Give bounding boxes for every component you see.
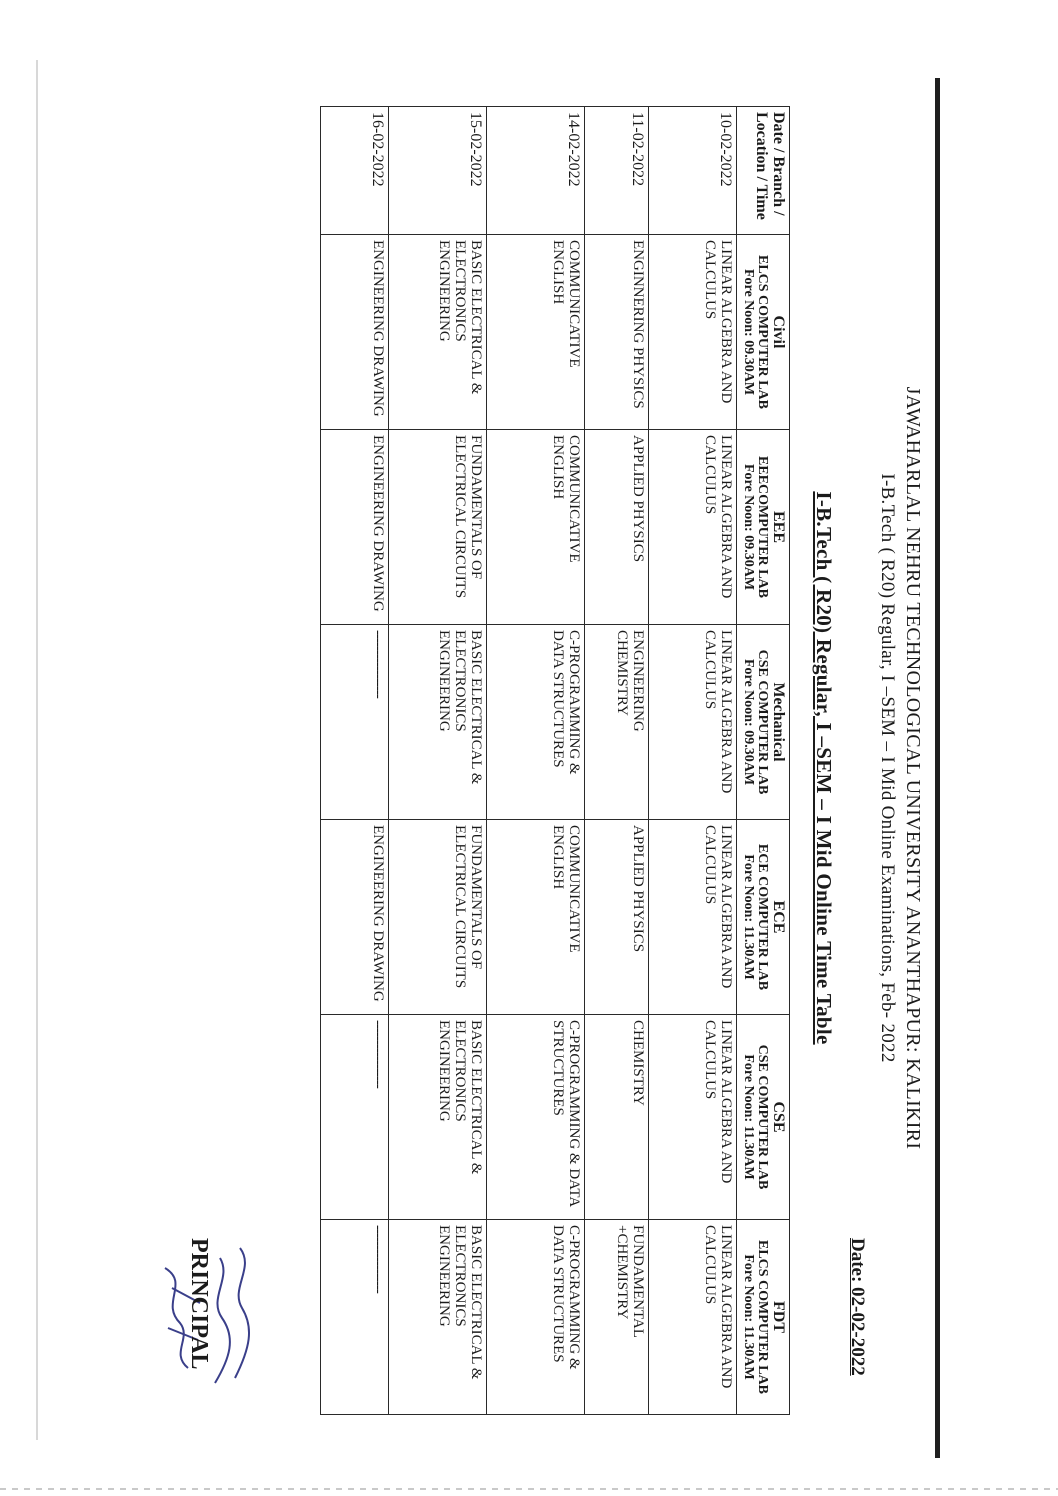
- branch-lab: EEECOMPUTER LAB: [755, 456, 771, 598]
- subject-cell: LINEAR ALGEBRA AND CALCULUS: [648, 625, 736, 820]
- subject-cell: ENGINEERING DRAWING: [320, 820, 388, 1015]
- branch-time: Fore Noon: 11.30AM: [740, 1054, 756, 1180]
- corner-label: Date / Branch / Location / Time: [753, 112, 787, 220]
- table-row: [584, 107, 648, 1415]
- subject-cell: BASIC ELECTRICAL & ELECTRONICS ENGINEERING: [388, 625, 486, 820]
- scan-bottom-edge: [0, 1488, 1058, 1490]
- header-row: [736, 107, 789, 1415]
- branch-time: Fore Noon: 11.30AM: [740, 854, 756, 980]
- branch-lab: ECE COMPUTER LAB: [755, 843, 771, 991]
- table-row: [320, 107, 388, 1415]
- branch-time: Fore Noon: 09.30AM: [740, 268, 756, 396]
- subject-cell: CHEMISTRY: [584, 1015, 648, 1220]
- branch-time: Fore Noon: 09.30AM: [740, 658, 756, 786]
- branch-name: Civil: [770, 315, 787, 349]
- timetable-title: I-B.Tech ( R20) Regular, I –SEM – I Mid Online Time Table: [812, 491, 836, 1045]
- subject-cell: ENGINEERING CHEMISTRY: [584, 625, 648, 820]
- corner-header: [736, 107, 789, 235]
- exam-date: 14-02-2022: [486, 107, 584, 235]
- subject-cell: -----------------: [320, 1220, 388, 1415]
- page-edge-line: [36, 60, 38, 1440]
- branch-lab: ELCS COMPUTER LAB: [755, 254, 771, 410]
- subject-cell: -----------------: [320, 1015, 388, 1220]
- table-row: [388, 107, 486, 1415]
- exam-title: I-B.Tech ( R20) Regular, I –SEM – I Mid Online Examinations, Feb- 2022: [877, 473, 898, 1063]
- subject-cell: BASIC ELECTRICAL & ELECTRONICS ENGINEERING: [388, 235, 486, 430]
- subject-cell: COMMUNICATIVE ENGLISH: [486, 235, 584, 430]
- exam-date: 15-02-2022: [388, 107, 486, 235]
- subject-cell: LINEAR ALGEBRA AND CALCULUS: [648, 430, 736, 625]
- exam-date: 10-02-2022: [648, 107, 736, 235]
- branch-time: Fore Noon: 09.30AM: [740, 463, 756, 591]
- subject-cell: BASIC ELECTRICAL & ELECTRONICS ENGINEERING: [388, 1220, 486, 1415]
- subject-cell: ENGINNERING PHYSICS: [584, 235, 648, 430]
- branch-lab: ELCS COMPUTER LAB: [755, 1239, 771, 1395]
- table-row: [486, 107, 584, 1415]
- branch-name: CSE: [770, 1101, 787, 1133]
- subject-cell: C-PROGRAMMING & DATA STRUCTURES: [486, 1220, 584, 1415]
- document-date: Date: 02-02-2022: [847, 1238, 868, 1376]
- exam-date: 11-02-2022: [584, 107, 648, 235]
- branch-name: FDT: [770, 1301, 787, 1333]
- branch-header: [736, 625, 789, 820]
- table-row: [648, 107, 736, 1415]
- signatory-title: PRINCIPAL: [186, 1238, 212, 1370]
- subject-cell: FUNDAMENTALS OF ELECTRICAL CIRCUITS: [388, 430, 486, 625]
- subject-cell: FUNDAMENTALS OF ELECTRICAL CIRCUITS: [388, 820, 486, 1015]
- subject-cell: COMMUNICATIVE ENGLISH: [486, 430, 584, 625]
- branch-header: [736, 235, 789, 430]
- subject-cell: -----------------: [320, 625, 388, 820]
- subject-cell: LINEAR ALGEBRA AND CALCULUS: [648, 1015, 736, 1220]
- branch-header: [736, 430, 789, 625]
- branch-header: [736, 1015, 789, 1220]
- branch-name: ECE: [770, 900, 787, 934]
- subject-cell: LINEAR ALGEBRA AND CALCULUS: [648, 820, 736, 1015]
- subject-cell: FUNDAMENTAL +CHEMISTRY: [584, 1220, 648, 1415]
- subject-cell: COMMUNICATIVE ENGLISH: [486, 820, 584, 1015]
- subject-cell: C-PROGRAMMING & DATA STRUCTURES: [486, 1015, 584, 1220]
- rotated-page: [40, 78, 1000, 1458]
- branch-lab: CSE COMPUTER LAB: [755, 649, 771, 795]
- branch-header: [736, 820, 789, 1015]
- university-title: JAWAHARLAL NEHRU TECHNOLOGICAL UNIVERSITY ANANTHAPUR: KALIKIRI: [902, 386, 924, 1150]
- branch-time: Fore Noon: 11.30AM: [740, 1254, 756, 1380]
- branch-header: [736, 1220, 789, 1415]
- subject-cell: ENGINEERING DRAWING: [320, 430, 388, 625]
- subject-cell: APPLIED PHYSICS: [584, 430, 648, 625]
- branch-lab: CSE COMPUTER LAB: [755, 1044, 771, 1190]
- header-rule: [935, 78, 940, 1458]
- subject-cell: LINEAR ALGEBRA AND CALCULUS: [648, 235, 736, 430]
- subject-cell: ENGINEERING DRAWING: [320, 235, 388, 430]
- subject-cell: LINEAR ALGEBRA AND CALCULUS: [648, 1220, 736, 1415]
- subject-cell: BASIC ELECTRICAL & ELECTRONICS ENGINEERING: [388, 1015, 486, 1220]
- subject-cell: C-PROGRAMMING & DATA STRUCTURES: [486, 625, 584, 820]
- exam-date: 16-02-2022: [320, 107, 388, 235]
- subject-cell: APPLIED PHYSICS: [584, 820, 648, 1015]
- timetable: [320, 106, 790, 1415]
- branch-name: EEE: [770, 510, 787, 543]
- branch-name: Mechanical: [770, 682, 787, 762]
